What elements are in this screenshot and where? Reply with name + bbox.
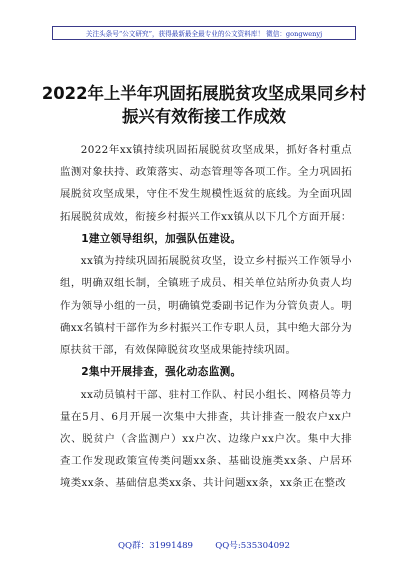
footer-qq-group: QQ群：31991489: [118, 541, 194, 551]
document-body: [60, 139, 352, 495]
paragraph-inspection: xx动员镇村干部、驻村工作队、村民小组长、网格员等力量在5月、6月开展一次集中大排查，共计排查一般农户xx户次、脱贫户（含监测户）xx户次、边缘户xx户次。集中大排查工作发现政策宣传类问题xx条、基础设施类xx条、户居环境类xx条、基础信息类xx条、共计问题xx条，xx条正在整改: [60, 388, 352, 490]
promo-banner: [52, 26, 356, 40]
page-footer: [118, 539, 290, 551]
paragraph-intro: 2022年xx镇持续巩固拓展脱贫攻坚成果，抓好各村重点监测对象扶持、政策落实、动态管理等各项工作。全力巩固拓展脱贫攻坚成果，守住不发生规模性返贫的底线。为全面巩固拓展脱贫成效，衔接乡村振兴工作xx镇从以下几个方面开展：: [60, 144, 352, 223]
paragraph-leadership: xx镇为持续巩固拓展脱贫攻坚，设立乡村振兴工作领导小组，明确双组长制，全镇班子成员、相关单位站所办负责人均作为领导小组的一员，明确镇党委副书记作为分管负责人。明确xx名镇村干部作为乡村振兴工作专职人员，其中绝大部分为原扶贫干部，有效保障脱贫攻坚成果能持续巩固。: [60, 255, 352, 357]
document-title-line-2: 振兴有效衔接工作成效: [122, 107, 286, 126]
section-heading-2: 2集中开展排查，强化动态监测。: [81, 366, 242, 379]
promo-banner-text: 关注头条号“公文研究”，获得最新最全最专业的公文资料库！ 微信：gongwenyj: [85, 30, 323, 38]
document-title-line-1: 2022年上半年巩固拓展脱贫攻坚成果同乡村: [41, 84, 367, 103]
footer-qq-number: QQ号:535304092: [215, 541, 290, 551]
section-heading-1: 1建立领导组织，加强队伍建设。: [81, 232, 242, 245]
